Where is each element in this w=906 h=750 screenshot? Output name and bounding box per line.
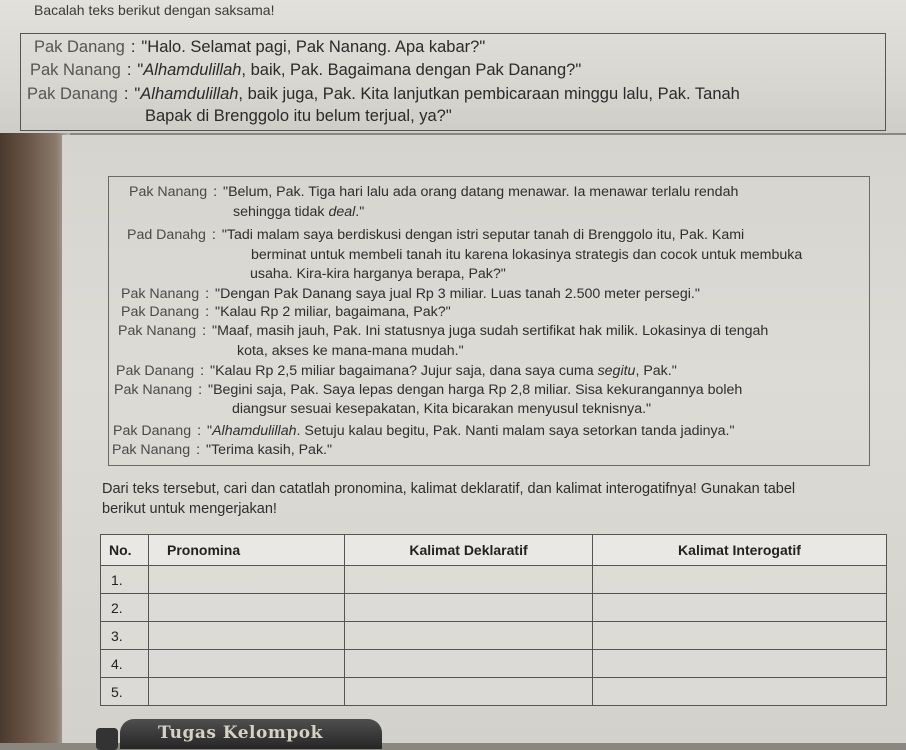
speaker-name: Pak Danang [27,85,118,103]
row-number: 4. [101,650,149,678]
speaker-name: Pak Nanang [112,442,191,458]
cell-kalimat-deklaratif[interactable] [345,622,593,650]
colon-separator: : [126,61,132,79]
answer-table [100,534,887,706]
dialog-line [114,382,742,398]
utterance-text: "Kalau Rp 2,5 miliar bagaimana? Jujur saja, dana saya cuma [210,363,598,379]
table-row [101,594,887,622]
utterance-text: "Maaf, masih jauh, Pak. Ini statusnya juga sudah sertifikat hak milik. Lokasinya di tengah [212,323,769,339]
dialog-line [233,204,364,220]
cell-kalimat-deklaratif[interactable] [345,566,593,594]
speaker-name: Pak Nanang [30,61,121,79]
utterance-text: diangsur sesuai kesepakatan, Kita bicarakan menyusul teknisnya." [232,401,652,417]
row-number: 2. [101,594,149,622]
utterance-text: sehingga tidak [233,204,329,220]
dialog-line [250,266,506,282]
colon-separator: : [205,304,210,320]
italic-term: deal [328,204,356,220]
colon-separator: : [198,382,203,398]
italic-term: Alhamdulillah [143,61,242,79]
dialog-line [116,363,677,379]
table-header-row [101,535,887,566]
speaker-name: Pak Nanang [118,323,197,339]
utterance-text-cont: , baik juga, Pak. Kita lanjutkan pembicaraan minggu lalu, Pak. Tanah [238,85,740,103]
banner-marker [96,728,118,750]
utterance-text: "Terima kasih, Pak." [206,442,333,458]
cell-kalimat-deklaratif[interactable] [345,594,593,622]
header-no: No. [101,535,149,566]
header-kalimat-interogatif: Kalimat Interogatif [593,535,887,566]
cell-pronomina[interactable] [149,678,345,706]
dialog-line [232,401,651,417]
colon-separator: : [205,286,210,302]
dialog-line [129,184,738,200]
utterance-text: berminat untuk membeli tanah itu karena lokasinya strategis dan cocok untuk membuka [251,247,803,263]
utterance-text-cont: ." [355,204,365,220]
dialog-line [27,85,740,104]
dialog-line [121,304,451,320]
utterance-text: "Tadi malam saya berdiskusi dengan istri seputar tanah di Brenggolo itu, Pak. Kami [221,227,745,243]
italic-term: Alhamdulillah [140,85,239,103]
italic-term: Alhamdulillah [212,423,297,439]
speaker-name: Pak Nanang [129,184,208,200]
utterance-text: "Halo. Selamat pagi, Pak Nanang. Apa kabar?" [141,38,486,56]
speaker-name: Pak Danang [113,423,192,439]
header-pronomina: Pronomina [149,535,345,566]
utterance-text-cont: . Setuju kalau begitu, Pak. Nanti malam saya setorkan tanda jadinya." [296,423,735,439]
dialog-line [237,343,464,359]
row-number: 5. [101,678,149,706]
cell-pronomina[interactable] [149,622,345,650]
table-row [101,678,887,706]
cell-kalimat-deklaratif[interactable] [345,650,593,678]
colon-separator: : [123,85,129,103]
dialog-line [121,286,700,302]
utterance-text: "Dengan Pak Danang saya jual Rp 3 miliar. Luas tanah 2.500 meter persegi." [215,286,700,302]
colon-separator: : [211,227,216,243]
dialog-line [113,423,735,439]
colon-separator: : [197,423,202,439]
header-kalimat-deklaratif: Kalimat Deklaratif [345,535,593,566]
utterance-text: "Kalau Rp 2 miliar, bagaimana, Pak?" [215,304,451,320]
instruction-read: Bacalah teks berikut dengan saksama! [34,2,275,18]
colon-separator: : [196,442,201,458]
utterance-text: " [137,61,144,79]
utterance-text: usaha. Kira-kira harganya berapa, Pak?" [250,266,506,282]
speaker-name: Pak Nanang [114,382,193,398]
task-instruction-line-1: Dari teks tersebut, cari dan catatlah pronomina, kalimat deklaratif, dan kalimat interogatifnya! Gunakan tabel [102,481,796,497]
speaker-name: Pak Nanang [121,286,200,302]
colon-separator: : [200,363,205,379]
dialog-line [127,227,744,243]
cell-pronomina[interactable] [149,650,345,678]
utterance-text: "Belum, Pak. Tiga hari lalu ada orang datang menawar. Ia menawar terlalu rendah [223,184,739,200]
colon-separator: : [202,323,207,339]
table-row [101,622,887,650]
dialog-line [145,107,452,126]
utterance-text: " [134,85,141,103]
cell-kalimat-interogatif[interactable] [593,622,887,650]
cell-kalimat-interogatif[interactable] [593,650,887,678]
dialog-line [118,323,768,339]
utterance-text: " [207,423,213,439]
colon-separator: : [213,184,218,200]
italic-term: segitu [597,363,636,379]
speaker-name: Pak Danang [116,363,195,379]
cell-kalimat-interogatif[interactable] [593,566,887,594]
table-row [101,566,887,594]
dialog-line [34,38,485,57]
cell-kalimat-deklaratif[interactable] [345,678,593,706]
utterance-text: "Begini saja, Pak. Saya lepas dengan harga Rp 2,8 miliar. Sisa kekurangannya boleh [208,382,743,398]
row-number: 1. [101,566,149,594]
section-banner-label: Tugas Kelompok [158,723,323,743]
cell-kalimat-interogatif[interactable] [593,594,887,622]
book-spine [0,133,70,743]
utterance-text: kota, akses ke mana-mana mudah." [237,343,464,359]
speaker-name: Pak Danang [121,304,200,320]
row-number: 3. [101,622,149,650]
dialog-line [30,61,581,80]
cell-pronomina[interactable] [149,594,345,622]
colon-separator: : [130,38,136,56]
task-instruction-line-2: berikut untuk mengerjakan! [102,501,277,517]
table-row [101,650,887,678]
speaker-name: Pak Danang [34,38,125,56]
utterance-text-cont: , baik, Pak. Bagaimana dengan Pak Danang?" [241,61,582,79]
cell-pronomina[interactable] [149,566,345,594]
utterance-text: Bapak di Brenggolo itu belum terjual, ya?" [145,107,452,125]
cell-kalimat-interogatif[interactable] [593,678,887,706]
utterance-text-cont: , Pak." [635,363,677,379]
dialog-line [112,442,332,458]
dialog-line [251,247,802,263]
speaker-name: Pad Danahg [127,227,206,243]
